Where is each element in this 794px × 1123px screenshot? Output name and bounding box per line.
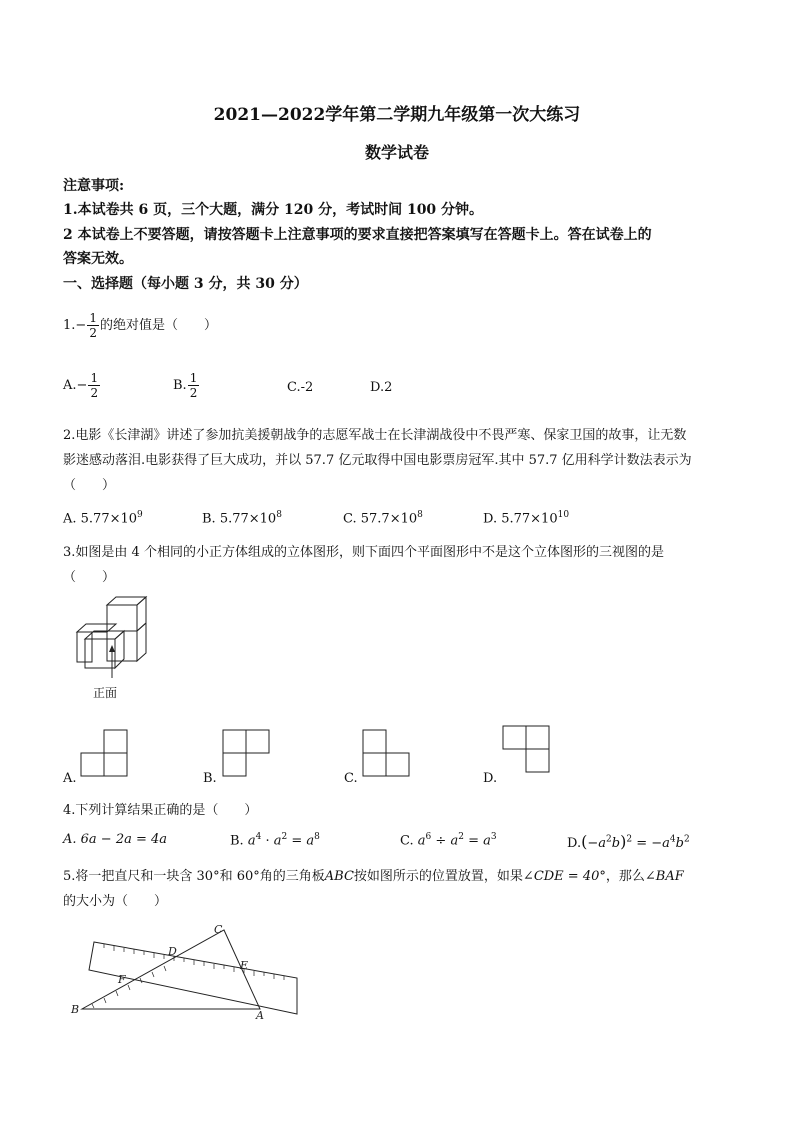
question-1-option-a[interactable]: A.− $\frac{1}{2}$ [63,371,99,400]
question-4-option-b[interactable]: B. $a^4 \cdot a^2 = a^8$ [230,832,320,849]
question-5-line-1: 5.将一把直尺和一块含 30°和 60°角的三角板ABC按如图所示的位置放置，如果∠CDE = 40°，那么∠BAF [63,869,684,884]
question-5-line-2: 的大小为（ ） [63,894,168,909]
notice-line-1: 1.本试卷共 6 页，三个大题，满分 120 分，考试时间 100 分钟。 [63,202,484,218]
section-1-heading: 一、选择题（每小题 3 分，共 30 分） [63,276,308,292]
question-3-option-b[interactable]: B. [203,771,217,786]
point-d-label: D [168,945,177,958]
question-2-line-3: （ ） [63,478,116,493]
question-3-option-a-figure[interactable] [80,729,130,779]
exam-title: 2021—2022学年第二学期九年级第一次大练习 [213,105,581,125]
question-2-option-d[interactable]: D. $5.77\times 10^{10}$ [483,510,570,527]
question-3-option-c[interactable]: C. [344,771,358,786]
question-4-option-a[interactable]: A. 6a − 2a = 4a [63,832,168,847]
question-3-option-b-figure[interactable] [222,729,272,779]
question-3-option-d-figure[interactable] [502,725,552,775]
question-3-line-2: （ ） [63,570,116,585]
question-2-line-2: 影迷感动落泪.电影获得了巨大成功，并以 57.7 亿元取得中国电影票房冠军.其中 57.7 亿用科学计数法表示为 [63,453,692,468]
question-1-option-b[interactable]: B. $\frac{1}{2}$ [173,371,198,400]
notice-line-2: 2 本试卷上不要答题，请按答题卡上注意事项的要求直接把答案填写在答题卡上。答在试卷上的 [63,227,652,243]
point-e-label: E [240,959,249,972]
point-a-label: A [256,1009,264,1022]
question-2-option-a[interactable]: A. $5.77\times 10^9$ [63,510,143,527]
cube-stack-figure [70,596,150,686]
question-3-line-1: 3.如图是由 4 个相同的小正方体组成的立体图形，则下面四个平面图形中不是这个立体图形的三视图的是 [63,545,664,560]
question-2-option-c[interactable]: C. $57.7\times 10^8$ [343,510,423,527]
question-1-option-d[interactable]: D.2 [370,380,393,395]
question-1-stem: 1.− $\frac{1}{2}$ 的绝对值是（ ） [63,311,217,340]
point-f-label: F [118,973,126,986]
question-3-option-c-figure[interactable] [362,729,412,779]
question-3-option-d[interactable]: D. [483,771,498,786]
question-4-option-c[interactable]: C. $a^6 \div a^2 = a^3$ [400,832,497,849]
question-4-option-d[interactable]: $D.(-a^2b)^2 = -a^4b^2$ [567,832,690,851]
ruler-triangle-figure [64,920,314,1025]
notice-heading: 注意事项: [63,178,125,194]
point-c-label: C [214,923,223,936]
question-4-stem: 4.下列计算结果正确的是（ ） [63,803,258,818]
exam-subtitle: 数学试卷 [364,143,429,162]
front-view-label: 正面 [93,686,118,700]
question-2-line-1: 2.电影《长津湖》讲述了参加抗美援朝战争的志愿军战士在长津湖战役中不畏严寒、保家卫国的故事，让无数 [63,428,687,443]
question-2-option-b[interactable]: B. $5.77\times 10^8$ [202,510,282,527]
notice-line-2-cont: 答案无效。 [63,251,133,267]
point-b-label: B [71,1003,80,1016]
question-1-option-c[interactable]: C.-2 [287,380,314,395]
question-3-option-a[interactable]: A. [63,771,77,786]
